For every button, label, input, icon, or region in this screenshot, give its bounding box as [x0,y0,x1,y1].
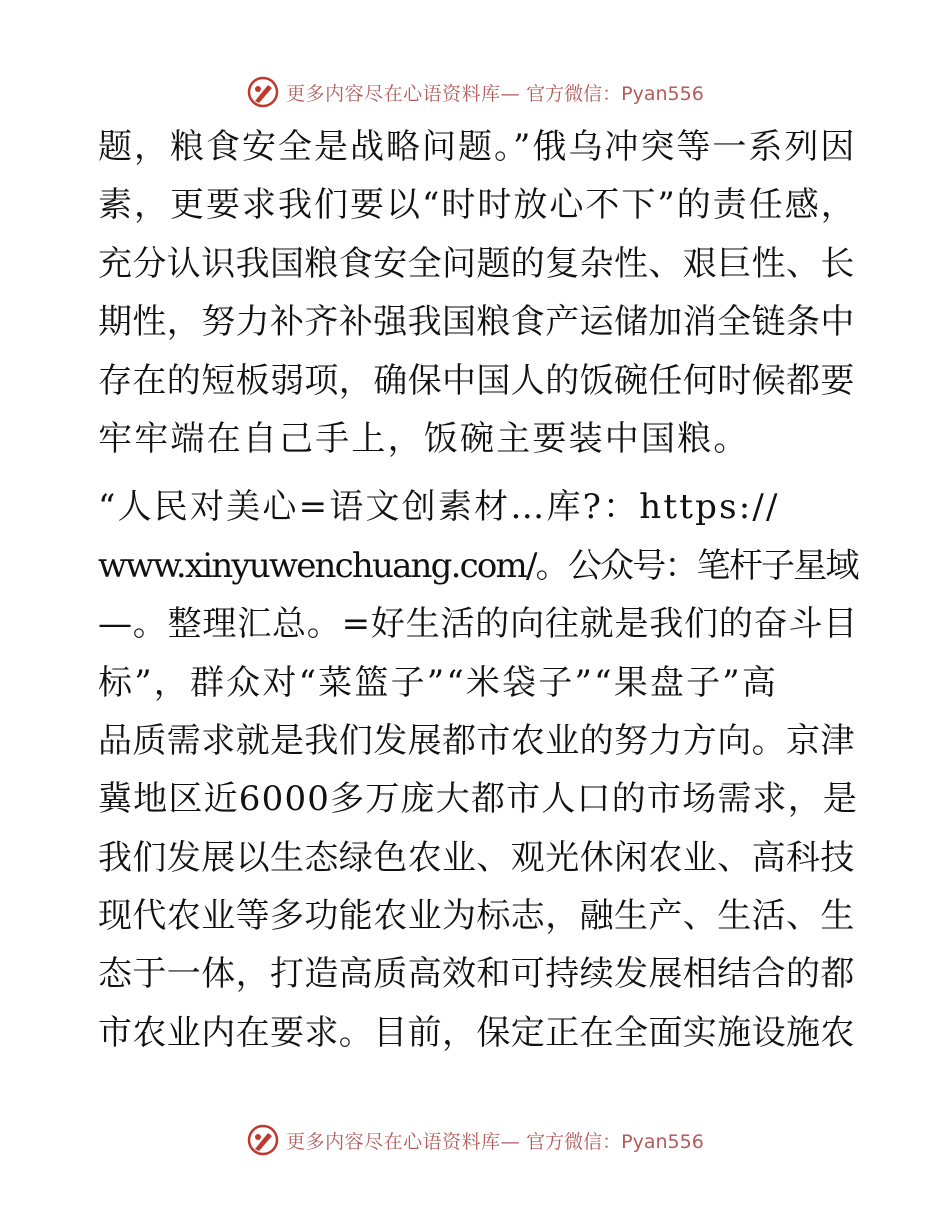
watermark-site-text: 更多内容尽在心语资料库— [286,82,521,105]
text-line: 充分认识我国粮食安全问题的复杂性、艰巨性、长 [98,243,855,284]
footer-watermark [0,1120,950,1160]
text-line: “人民对美心=语文创素材…库?：https:// [98,487,780,528]
paragraph-1 [98,118,858,468]
text-line: 我们发展以生态绿色农业、观光休闲农业、高科技 [98,837,855,878]
text-line: 题，粮食安全是战略问题。”俄乌冲突等一系列因 [98,127,857,167]
text-line: 冀地区近6000多万庞大都市人口的市场需求，是 [98,779,859,820]
pen-logo-icon [246,1123,280,1157]
text-line: 存在的短板弱项，确保中国人的饭碗任何时候都要 [98,360,855,401]
document-body [98,118,858,1062]
text-line: www.xinyuwenchuang.com/。公众号：笔杆子星域 [98,545,858,586]
paragraph-2 [98,478,858,1062]
watermark-wechat-text: 官方微信：Pyan556 [526,1130,704,1153]
text-line: 态于一体，打造高质高效和可持续发展相结合的都 [98,954,855,995]
text-line: —。整理汇总。=好生活的向往就是我们的奋斗目 [98,604,859,645]
watermark-site-text: 更多内容尽在心语资料库— [286,1130,521,1153]
text-line: 素，更要求我们要以“时时放心不下”的责任感， [98,185,857,226]
pen-logo-icon [246,75,280,109]
text-line: 期性，努力补齐补强我国粮食产运储加消全链条中 [98,302,855,343]
text-line: 市农业内在要求。目前，保定正在全面实施设施农 [98,1012,855,1053]
text-line: 现代农业等多功能农业为标志，融生产、生活、生 [98,896,855,937]
text-line: 牢牢端在自己手上，饭碗主要装中国粮。 [98,418,750,459]
watermark-wechat-text: 官方微信：Pyan556 [526,82,704,105]
header-watermark [0,72,950,112]
text-line: 标”，群众对“菜篮子”“米袋子”“果盘子”高 [98,662,779,703]
text-line: 品质需求就是我们发展都市农业的努力方向。京津 [98,720,855,761]
